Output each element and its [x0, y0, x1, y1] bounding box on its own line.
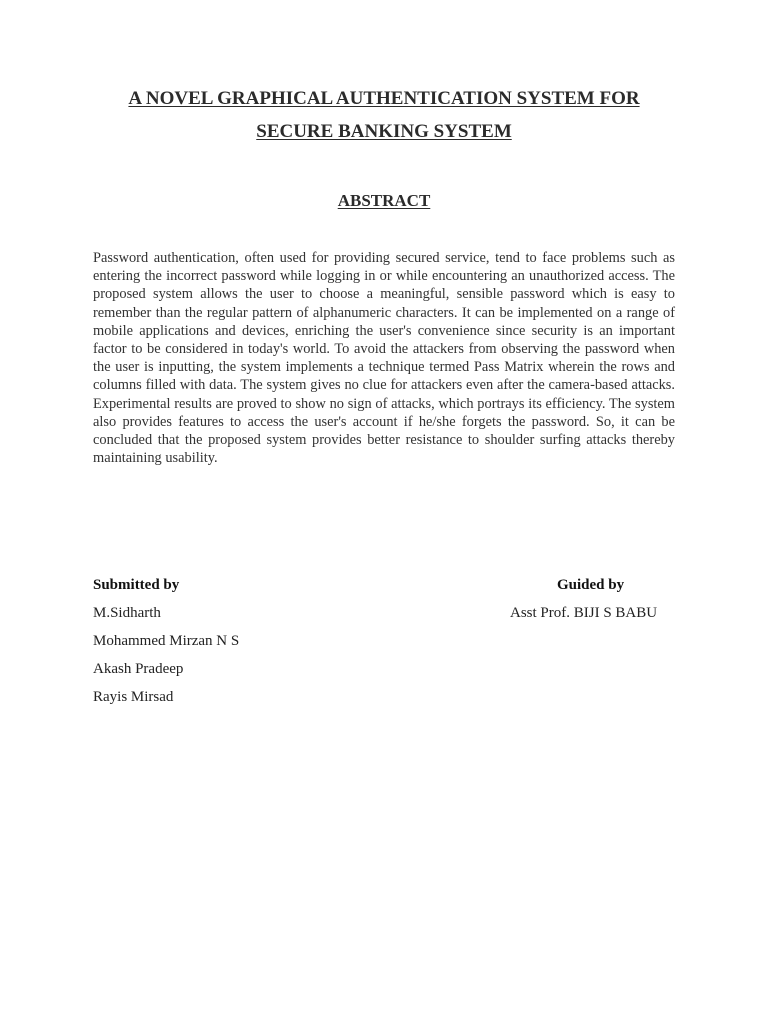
guide-name: Asst Prof. BIJI S BABU — [510, 605, 658, 621]
abstract-heading: ABSTRACT — [337, 191, 431, 210]
submitted-by-section — [93, 576, 353, 716]
title-line-2: SECURE BANKING SYSTEM — [256, 121, 512, 142]
submitter-name: Rayis Mirsad — [93, 689, 174, 705]
title-line-1: A NOVEL GRAPHICAL AUTHENTICATION SYSTEM FOR — [128, 88, 640, 109]
guided-by-heading: Guided by — [557, 577, 625, 593]
abstract-body: Password authentication, often used for providing secured service, tend to face problems such as entering the incorrect password while logging in or while encountering an unauthorized access. The proposed system allows the user to choose a meaningful, sensible password which is easy to remember than the regular pattern of alphanumeric characters. It can be implemented on a range of mobile applications and devices, enriching the user's convenience since security is an important factor to be considered in today's world. To avoid the attackers from observing the password when the user is inputting, the system implements a technique termed Pass Matrix wherein the rows and columns filled with data. The system gives no clue for attackers even after the camera-based attacks. Experimental results are proved to show no sign of attacks, which portrays its efficiency. The system also provides features to access the user's account if he/she forgets the password. So, it can be concluded that the proposed system provides better resistance to shoulder surfing attacks thereby maintaining usability. — [93, 250, 675, 467]
submitted-by-heading: Submitted by — [93, 577, 180, 593]
guided-by-section — [500, 576, 700, 632]
submitter-name: Mohammed Mirzan N S — [93, 633, 240, 649]
submitter-name: Akash Pradeep — [93, 661, 184, 677]
submitter-name: M.Sidharth — [93, 605, 161, 621]
